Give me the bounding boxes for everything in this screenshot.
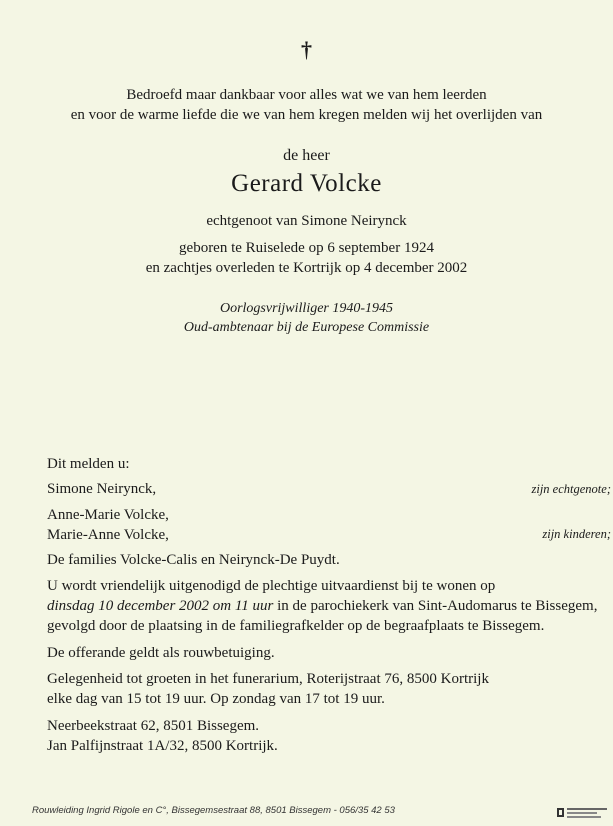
deceased-spouse: echtgenoot van Simone Neirynck xyxy=(206,213,407,229)
birth-info: geboren te Ruiselede op 6 september 1924 xyxy=(179,240,434,256)
printer-logo xyxy=(556,805,608,821)
invite-line-1: U wordt vriendelijk uitgenodigd de plechtige uitvaardienst bij te wonen op xyxy=(47,578,496,594)
deceased-name: Gerard Volcke xyxy=(231,170,382,197)
greet-line-2: elke dag van 15 tot 19 uur. Op zondag van 17 tot 19 uur. xyxy=(47,691,385,707)
children-role: zijn kinderen; xyxy=(542,527,611,541)
distinction-2: Oud-ambtenaar bij de Europese Commissie xyxy=(183,320,430,335)
invite-line-2 xyxy=(47,597,597,615)
intro-line-2: en voor de warme liefde die we van hem kregen melden wij het overlijden van xyxy=(70,107,543,123)
child-1: Anne-Marie Volcke, xyxy=(47,507,169,523)
address-2: Jan Palfijnstraat 1A/32, 8500 Kortrijk. xyxy=(47,738,278,754)
cross-symbol: † xyxy=(301,37,312,62)
invite-line-3: gevolgd door de plaatsing in de familiegrafkelder op de begraafplaats te Bissegem. xyxy=(47,618,545,634)
address-1: Neerbeekstraat 62, 8501 Bissegem. xyxy=(47,718,260,734)
distinction-1: Oorlogsvrijwilliger 1940-1945 xyxy=(219,301,394,316)
families-line: De families Volcke-Calis en Neirynck-De Puydt. xyxy=(47,552,340,568)
spouse-name: Simone Neirynck, xyxy=(47,481,157,497)
invite-date: dinsdag 10 december 2002 om 11 uur xyxy=(47,598,274,614)
spouse-role: zijn echtgenote; xyxy=(531,482,611,496)
greet-line-1: Gelegenheid tot groeten in het funerarium, Roterijstraat 76, 8500 Kortrijk xyxy=(47,671,489,687)
announce-line: Dit melden u: xyxy=(47,456,130,472)
funeral-home-footer: Rouwleiding Ingrid Rigole en C°, Bissegemsestraat 88, 8501 Bissegem - 056/35 42 53 xyxy=(32,805,395,816)
child-2: Marie-Anne Volcke, xyxy=(47,527,169,543)
death-info: en zachtjes overleden te Kortrijk op 4 december 2002 xyxy=(145,260,468,276)
offering-line: De offerande geldt als rouwbetuiging. xyxy=(47,645,275,661)
deceased-title: de heer xyxy=(283,147,330,164)
intro-line-1: Bedroefd maar dankbaar voor alles wat we van hem leerden xyxy=(126,87,487,103)
invite-church: in de parochiekerk van Sint-Audomarus te Bissegem, xyxy=(273,598,598,614)
